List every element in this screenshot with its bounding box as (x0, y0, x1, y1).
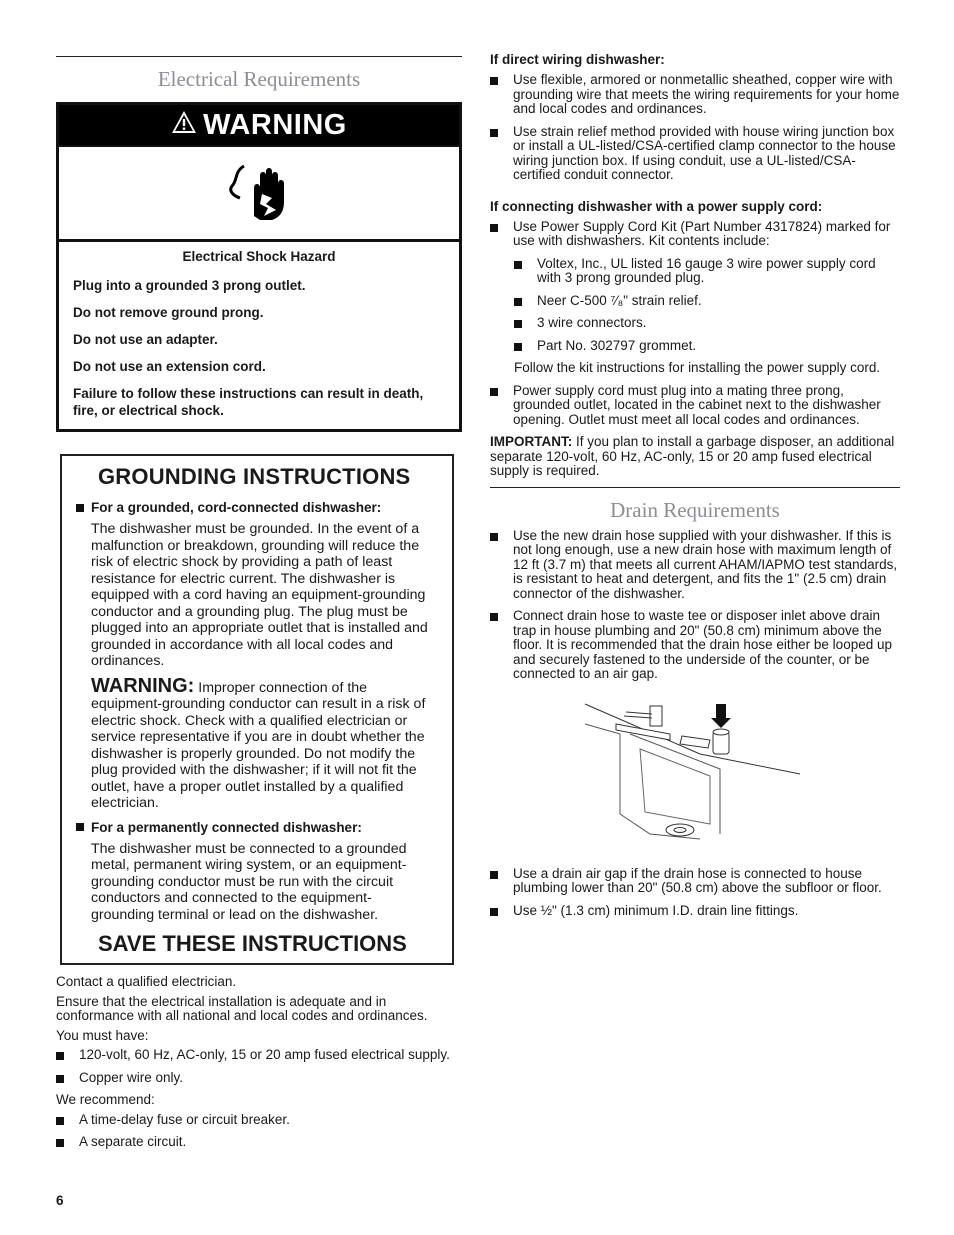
bullet-square-icon (490, 613, 498, 621)
important-label: IMPORTANT: (490, 434, 573, 449)
kit-item (514, 339, 900, 354)
bullet-square-icon (76, 504, 84, 512)
warning-line: Do not use an adapter. (73, 332, 218, 347)
warning-line: Do not remove ground prong. (73, 305, 264, 320)
bullet-square-icon (490, 77, 498, 85)
list-item-text: Connect drain hose to waste tee or disposer inlet above drain trap in house plumbing and 20" (50.8 cm) minimum above the floor. It is recommended that the drain hose either be looped up and securely fastened to the underside of the counter, or be connected to an air gap. (513, 608, 892, 681)
list-item-text: Voltex, Inc., UL listed 16 gauge 3 wire power supply cord with 3 prong grounded plug. (537, 255, 876, 285)
list-item-text: 120-volt, 60 Hz, AC-only, 15 or 20 amp fused electrical supply. (79, 1047, 450, 1062)
bullet-square-icon (514, 261, 522, 269)
kit-follow-text: Follow the kit instructions for installing the power supply cord. (514, 360, 881, 375)
grounding-title: GROUNDING INSTRUCTIONS (98, 464, 411, 489)
electrical-requirements-heading: Electrical Requirements (157, 67, 361, 91)
save-instructions-footer: SAVE THESE INSTRUCTIONS (98, 931, 407, 956)
grounding-subhead (76, 820, 434, 835)
bullet-square-icon (490, 388, 498, 396)
warning-text (59, 242, 459, 429)
bullet-square-icon (56, 1052, 64, 1060)
list-item (490, 904, 900, 919)
list-item-text: Copper wire only. (79, 1069, 184, 1085)
list-item-text: 3 wire connectors. (537, 315, 647, 330)
drain-rule (490, 487, 900, 488)
list-item-text: Use flexible, armored or nonmetallic sheathed, copper wire with grounding wire that meets the wiring requirements for your home and local codes and ordinances. (513, 72, 900, 116)
list-item (490, 220, 900, 249)
list-item-text: Power supply cord must plug into a mating three prong, grounded outlet, located in the cabinet next to the dishwasher opening. Outlet must meet all local codes and ordinances. (513, 382, 881, 427)
kit-item (514, 294, 900, 309)
list-item-text: Use strain relief method provided with house wiring junction box or install a UL-listed/CSA-certified clamp connector to the house wiring junction box. If using conduit, use a UL-listed/CSA-certified conduit connector. (513, 123, 896, 182)
warning-line: Do not use an extension cord. (73, 359, 266, 374)
list-item (56, 1113, 462, 1128)
important-note (490, 435, 900, 479)
list-item-text: A separate circuit. (79, 1134, 187, 1149)
recommend-block (56, 1093, 462, 1108)
list-item (490, 867, 900, 896)
list-item-text: Use Power Supply Cord Kit (Part Number 4317824) marked for use with dishwashers. Kit contents include: (513, 218, 891, 248)
grounding-paragraph: The dishwasher must be connected to a grounded metal, permanent wiring system, or an equipment-grounding conductor must be run with the circuit conductors and connected to the equipment-grounding terminal or lead on the dishwasher. (91, 840, 407, 923)
bullet-square-icon (514, 320, 522, 328)
important-text: If you plan to install a garbage disposer, an additional separate 120-volt, 60 Hz, AC-only, 15 or 20 amp fused electrical supply is required. (490, 434, 895, 478)
list-item-text: Part No. 302797 grommet. (537, 337, 697, 353)
sink-air-gap-drawing (580, 694, 810, 844)
list-item (56, 1135, 462, 1150)
kit-item (514, 316, 900, 331)
bullet-square-icon (490, 908, 498, 916)
warning-box (56, 102, 462, 432)
list-item (490, 609, 900, 682)
ensure-text: Ensure that the electrical installation is adequate and in conformance with all national and local codes and ordinances. (56, 993, 428, 1023)
grounding-instructions-box (60, 454, 454, 965)
bullet-square-icon (490, 871, 498, 879)
bullet-square-icon (56, 1139, 64, 1147)
warning-triangle-icon (171, 109, 197, 142)
direct-wiring-heading: If direct wiring dishwasher: (490, 52, 665, 67)
recommend-label: We recommend: (56, 1092, 155, 1107)
grounding-warning (91, 674, 434, 812)
grounding-warning-word: WARNING: (91, 674, 195, 697)
electrician-notes (56, 975, 462, 1043)
warning-line: Failure to follow these instructions can result in death, fire, or electrical shock. (73, 386, 424, 418)
left-column (56, 56, 462, 1158)
list-item (56, 1048, 462, 1063)
power-cord-heading: If connecting dishwasher with a power supply cord: (490, 198, 823, 214)
bullet-square-icon (514, 298, 522, 306)
warning-line: Plug into a grounded 3 prong outlet. (73, 278, 306, 293)
contact-text: Contact a qualified electrician. (56, 974, 237, 989)
list-item-text: Use the new drain hose supplied with your dishwasher. If this is not long enough, use a new drain hose with maximum length of 12 ft (3.7 m) that meets all current AHAM/IAPMO test standards, is resistant to heat and detergent, and fits the 1" (2.5 cm) drain connector of the dishwasher. (513, 527, 898, 601)
grounding-warning-text: Improper connection of the equipment-grounding conductor can result in a risk of electric shock. Check with a qualified electrician or service representative if you are in doubt whether the dishwasher is properly grounded. Do not modify the plug provided with the dishwasher; if it will not fit the outlet, have a proper outlet installed by a qualified electrician. (91, 679, 426, 811)
list-item (490, 384, 900, 428)
warning-label: WARNING (203, 108, 347, 141)
must-have-label: You must have: (56, 1027, 149, 1043)
bullet-square-icon (56, 1117, 64, 1125)
bullet-square-icon (56, 1075, 64, 1083)
grounding-subhead (76, 500, 434, 515)
bullet-square-icon (490, 533, 498, 541)
list-item-text: Neer C-500 ⁷⁄₈" strain relief. (537, 292, 702, 308)
electric-shock-hand-icon (224, 158, 294, 228)
sink-air-gap-illustration (580, 694, 900, 849)
bullet-square-icon (490, 129, 498, 137)
right-column (490, 52, 900, 926)
list-item (490, 125, 900, 183)
grounding-paragraph: The dishwasher must be grounded. In the event of a malfunction or breakdown, grounding will reduce the risk of electric shock by providing a path of least resistance for electric current. The dishwasher is equipped with a cord having an equipment-grounding conductor and a grounding plug. The plug must be plugged into an appropriate outlet that is installed and grounded in accordance with all local codes and ordinances. (91, 521, 428, 669)
kit-item (514, 257, 900, 286)
bullet-square-icon (514, 343, 522, 351)
grounding-subhead-text: For a permanently connected dishwasher: (91, 819, 362, 835)
top-rule (56, 56, 462, 57)
list-item (490, 529, 900, 602)
drain-requirements-heading: Drain Requirements (610, 497, 780, 522)
warning-banner (59, 105, 459, 145)
list-item (56, 1071, 462, 1086)
grounding-subhead-text: For a grounded, cord-connected dishwasher: (91, 500, 382, 515)
hazard-title: Electrical Shock Hazard (182, 249, 336, 264)
page-number: 6 (56, 1193, 64, 1208)
bullet-square-icon (490, 224, 498, 232)
list-item-text: Use ½" (1.3 cm) minimum I.D. drain line fittings. (513, 902, 799, 918)
bullet-square-icon (76, 823, 84, 831)
shock-icon-area (59, 145, 459, 242)
list-item-text: Use a drain air gap if the drain hose is connected to house plumbing lower than 20" (50.8 cm) above the subfloor or floor. (513, 865, 882, 895)
list-item-text: A time-delay fuse or circuit breaker. (79, 1111, 290, 1127)
list-item (490, 73, 900, 117)
